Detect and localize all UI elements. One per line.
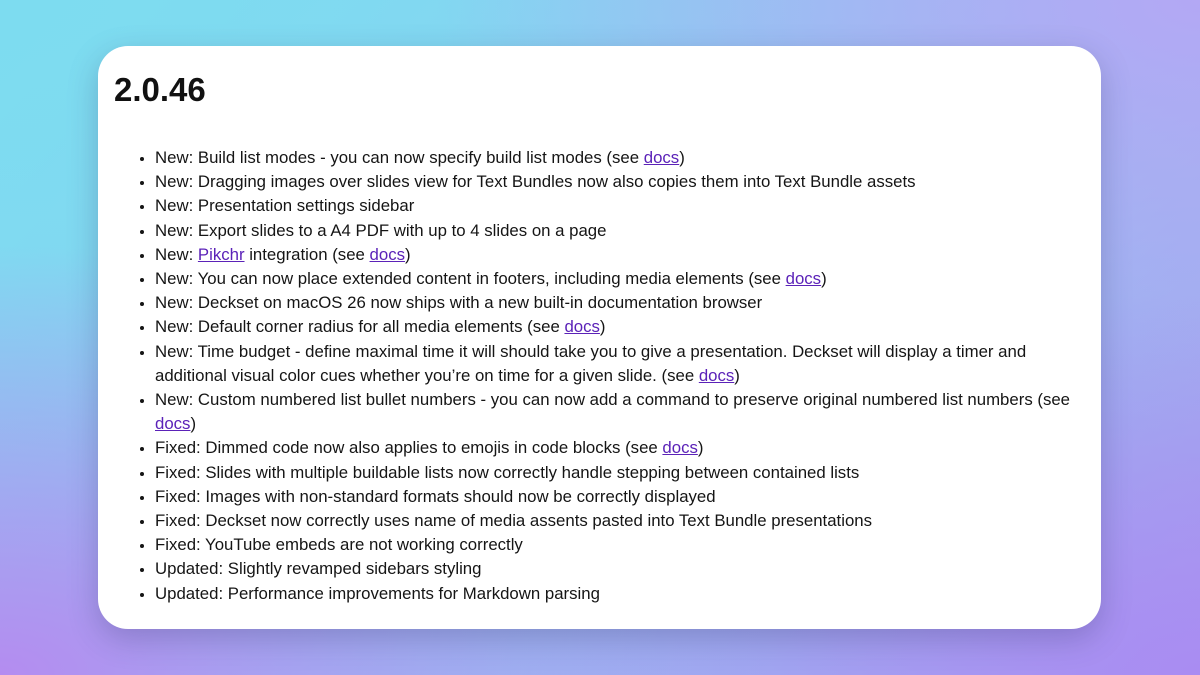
list-item: • Fixed: Deckset now correctly uses name of media assents pasted into Text Bundle presentations: [155, 509, 1071, 533]
list-item: • New: Build list modes - you can now specify build list modes (see docs): [155, 146, 1071, 170]
changelog-list: [114, 146, 1071, 606]
list-item: • New: Time budget - define maximal time it will should take you to give a presentation. Deckset will display a timer and additional visual color cues whether you’re on time for a given slide. (see docs): [155, 340, 1071, 388]
list-item: • Updated: Slightly revamped sidebars styling: [155, 557, 1071, 581]
docs-link[interactable]: docs: [785, 269, 822, 289]
pikchr-link[interactable]: Pikchr: [197, 244, 245, 264]
list-item: • Fixed: YouTube embeds are not working correctly: [155, 533, 1071, 557]
list-item: • New: Deckset on macOS 26 now ships with a new built-in documentation browser: [155, 291, 1071, 315]
list-item: • New: Pikchr integration (see docs): [155, 243, 1071, 267]
list-item: • New: Default corner radius for all media elements (see docs): [155, 315, 1071, 339]
list-item: • Updated: Performance improvements for Markdown parsing: [155, 582, 1071, 606]
list-item: • Fixed: Dimmed code now also applies to emojis in code blocks (see docs): [155, 436, 1071, 460]
docs-link[interactable]: docs: [662, 438, 698, 458]
release-notes-card: [98, 46, 1101, 629]
docs-link[interactable]: docs: [643, 148, 680, 167]
list-item: • New: Dragging images over slides view for Text Bundles now also copies them into Text Bundle assets: [155, 170, 1071, 194]
docs-link[interactable]: docs: [564, 317, 600, 337]
list-item: • New: Custom numbered list bullet numbers - you can now add a command to preserve original numbered list numbers (see docs): [155, 388, 1071, 436]
version-title: 2.0.46: [114, 71, 206, 108]
list-item: • Fixed: Slides with multiple buildable lists now correctly handle stepping between contained lists: [155, 461, 1071, 485]
docs-link[interactable]: docs: [369, 244, 405, 264]
list-item: • Fixed: Images with non-standard formats should now be correctly displayed: [155, 485, 1071, 509]
docs-link[interactable]: docs: [698, 365, 735, 385]
list-item: • New: Export slides to a A4 PDF with up to 4 slides on a page: [155, 219, 1071, 243]
list-item: • New: You can now place extended content in footers, including media elements (see docs): [155, 267, 1071, 291]
list-item: • New: Presentation settings sidebar: [155, 194, 1071, 218]
docs-link[interactable]: docs: [155, 414, 191, 434]
